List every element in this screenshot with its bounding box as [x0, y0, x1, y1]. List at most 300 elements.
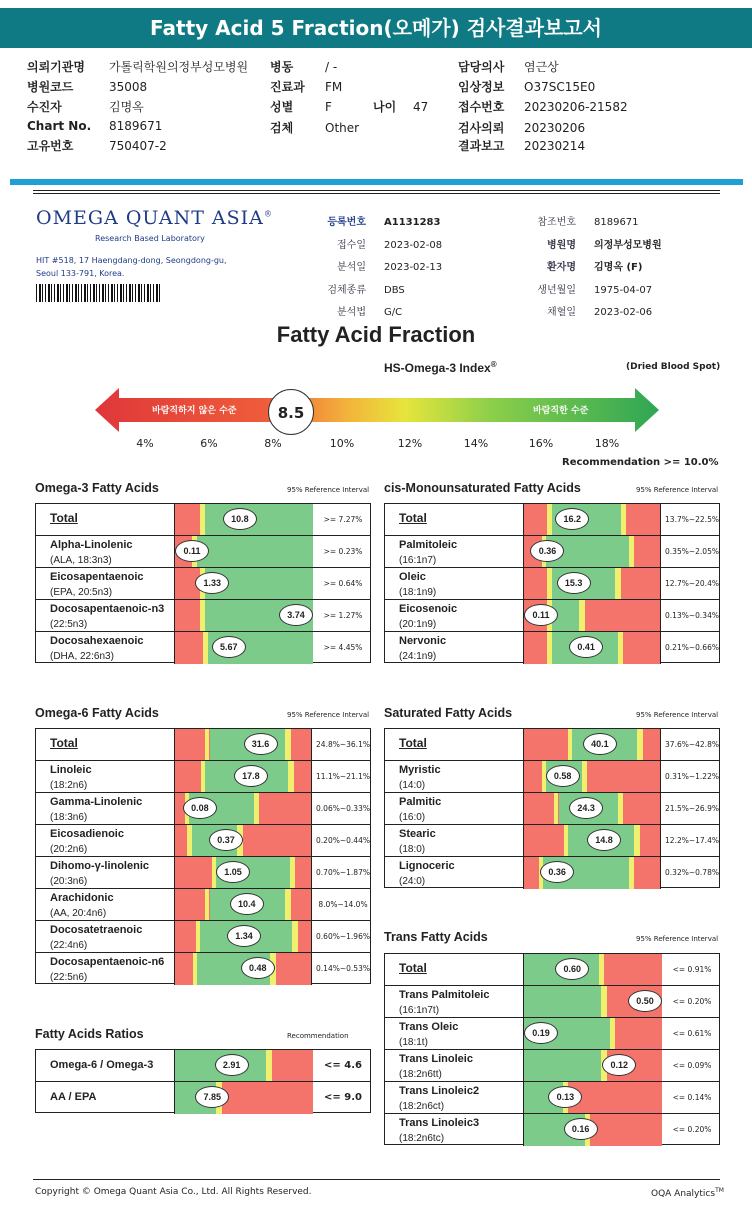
trans-row-bar: [523, 1050, 661, 1081]
omega3-row-label: Docosahexaenoic: [50, 635, 144, 647]
trans-row-name: [399, 961, 427, 976]
patient-name-value: 김명옥 (F): [594, 262, 643, 273]
omega3-row-name: [50, 570, 144, 600]
bar-yellow-zone: [621, 504, 627, 535]
cis-row-label: Nervonic: [399, 635, 447, 647]
omega3-row-marker: 5.67: [212, 636, 246, 658]
omega3-row-ref: >= 0.23%: [323, 547, 363, 556]
omega6-row-sub: (18:3n6): [50, 812, 88, 823]
saturated-row-name: [399, 795, 441, 825]
omega3-row-bar: [174, 632, 312, 664]
cis-row-marker: 0.36: [530, 540, 564, 562]
saturated-table: [384, 728, 720, 888]
omega6-row-label: Linoleic: [50, 764, 92, 776]
lab-tm: ®: [263, 209, 273, 219]
draw-value: 2023-02-06: [594, 307, 653, 318]
index-title-text: HS-Omega-3 Index: [384, 361, 491, 375]
saturated-row-label: Total: [399, 736, 427, 750]
trans-row-ref: <= 0.14%: [672, 1093, 712, 1102]
trans-row-sub: (18:2n6tc): [399, 1133, 445, 1144]
omega6-row-marker: 0.08: [183, 797, 217, 819]
hospital-value: 가톨릭학원의정부성모병원: [109, 60, 249, 74]
omega6-title: Omega-6 Fatty Acids: [35, 706, 159, 720]
specimen-label: 검체: [270, 121, 294, 135]
trans-row-bar: [523, 1114, 661, 1146]
index-recommendation: Recommendation >= 10.0%: [562, 457, 719, 468]
lab-address-2: Seoul 133-791, Korea.: [36, 269, 125, 278]
ratios-row-ref: <= 9.0: [324, 1092, 362, 1103]
index-title: [384, 360, 497, 375]
bar-yellow-zone: [615, 568, 621, 599]
bar-yellow-zone: [292, 921, 298, 952]
saturated-row-sub: (24:0): [399, 876, 426, 887]
omega3-row-label: Docosapentaenoic-n3: [50, 603, 165, 615]
omega3-row-ref: >= 4.45%: [323, 643, 363, 652]
index-tick: 8%: [264, 437, 282, 450]
omega3-row-label: Total: [50, 511, 78, 525]
trans-row-sub: (16:1n7t): [399, 1005, 440, 1016]
footer-brand-text: OQA Analytics: [651, 1189, 716, 1199]
omega3-row-name: [50, 634, 144, 664]
trans-row: [385, 1050, 719, 1082]
trans-row-label: Trans Oleic: [399, 1021, 459, 1033]
cis-row: [385, 504, 719, 536]
trans-row-name: [399, 1116, 479, 1146]
omega6-row-marker: 10.4: [230, 893, 264, 915]
omega6-row-ref: 24.8%~36.1%: [316, 740, 370, 749]
cis-row-marker: 0.11: [524, 604, 558, 626]
trans-row-ref: <= 0.20%: [672, 997, 712, 1006]
trans-row: [385, 986, 719, 1018]
omega3-row: [36, 504, 370, 536]
footer-divider: [33, 1179, 720, 1180]
trans-row-label: Trans Linoleic3: [399, 1117, 480, 1129]
bar-yellow-zone: [618, 793, 624, 824]
saturated-row-label: Lignoceric: [399, 860, 455, 872]
bar-green-zone: [524, 986, 601, 1017]
trans-row-bar: [523, 1082, 661, 1113]
uid-label: 고유번호: [27, 139, 74, 153]
omega6-row-bar: [174, 825, 312, 856]
saturated-row-label: Myristic: [399, 764, 441, 776]
trans-ri-label: 95% Reference Interval: [636, 935, 719, 943]
lab-name: OMEGA QUANT ASIA: [36, 207, 264, 229]
cis-row-bar: [523, 600, 661, 631]
bar-yellow-zone: [285, 729, 291, 760]
saturated-row-name: [399, 763, 441, 793]
trans-row-marker: 0.19: [524, 1022, 558, 1044]
omega3-row-bar: [174, 504, 312, 535]
bar-red-zone: [524, 857, 539, 889]
cis-ri-label: 95% Reference Interval: [636, 486, 719, 494]
index-right-text: 바람직한 수준: [533, 406, 589, 416]
omega3-row-name: [50, 511, 78, 526]
bar-red-zone: [272, 1050, 313, 1081]
bar-red-zone: [524, 568, 547, 599]
reg-label: 등록번호: [327, 217, 366, 228]
index-tick: 12%: [397, 437, 423, 450]
clin-label: 임상정보: [458, 80, 505, 94]
barcode: [36, 284, 162, 302]
trans-row-marker: 0.13: [548, 1086, 582, 1108]
rep-label: 결과보고: [458, 139, 505, 153]
saturated-row-ref: 21.5%~26.9%: [665, 804, 719, 813]
saturated-row-bar: [523, 729, 661, 760]
cis-row-name: [399, 538, 457, 568]
cis-row-label: Eicosenoic: [399, 603, 458, 615]
saturated-row-ref: 12.2%~17.4%: [665, 836, 719, 845]
omega6-row-sub: (AA, 20:4n6): [50, 908, 107, 919]
omega6-ri-label: 95% Reference Interval: [287, 711, 370, 719]
omega6-row: [36, 825, 370, 857]
recept-value: 20230206-21582: [524, 100, 628, 114]
sex-label: 성별: [270, 100, 294, 114]
index-note: (Dried Blood Spot): [626, 362, 721, 372]
bar-yellow-zone: [254, 793, 260, 824]
cis-row-label: Oleic: [399, 571, 426, 583]
index-tick: 10%: [329, 437, 355, 450]
saturated-row-ref: 37.6%~42.8%: [665, 740, 719, 749]
omega3-row-bar: [174, 536, 312, 567]
omega6-row-bar: [174, 857, 312, 888]
saturated-row-sub: (18:0): [399, 844, 426, 855]
cis-row-ref: 0.13%~0.34%: [665, 611, 719, 620]
cis-table: [384, 503, 720, 663]
omega6-row-label: Dihomo-γ-linolenic: [50, 860, 149, 872]
omega6-row-label: Docosatetraenoic: [50, 924, 143, 936]
omega3-ri-label: 95% Reference Interval: [287, 486, 370, 494]
trans-row-ref: <= 0.09%: [672, 1061, 712, 1070]
cis-row-ref: 12.7%~20.4%: [665, 579, 719, 588]
cis-row-marker: 16.2: [555, 508, 589, 530]
bar-red-zone: [615, 1018, 662, 1049]
saturated-row-label: Stearic: [399, 828, 436, 840]
omega6-row: [36, 793, 370, 825]
omega3-row-sub: (ALA, 18:3n3): [50, 555, 112, 566]
divider-line-2: [33, 193, 720, 194]
bar-green-zone: [524, 1050, 601, 1081]
cis-row: [385, 600, 719, 632]
omega6-row-sub: (22:4n6): [50, 940, 88, 951]
omega3-row: [36, 536, 370, 568]
ratios-row-label: Omega-6 / Omega-3: [50, 1059, 154, 1071]
cis-row: [385, 632, 719, 664]
omega6-row-bar: [174, 793, 312, 824]
bar-red-zone: [175, 825, 187, 856]
omega3-row: [36, 568, 370, 600]
trans-table: [384, 953, 720, 1145]
trans-row-bar: [523, 954, 661, 985]
saturated-row-marker: 24.3: [569, 797, 603, 819]
omega3-row: [36, 632, 370, 664]
omega6-row-label: Gamma-Linolenic: [50, 796, 143, 808]
trans-row-marker: 0.50: [628, 990, 662, 1012]
omega6-row-name: [50, 736, 78, 751]
omega6-row: [36, 921, 370, 953]
saturated-row-ref: 0.31%~1.22%: [665, 772, 719, 781]
trans-row-name: [399, 988, 489, 1018]
anal-value: 2023-02-13: [384, 262, 443, 273]
omega6-row-label: Docosapentaenoic-n6: [50, 956, 165, 968]
bar-red-zone: [524, 729, 568, 760]
bar-yellow-zone: [288, 761, 294, 792]
ratios-ri-label: Recommendation: [287, 1032, 349, 1040]
omega6-row-name: [50, 923, 142, 953]
cis-row-marker: 0.41: [569, 636, 603, 658]
ratios-row-label: AA / EPA: [50, 1091, 97, 1103]
omega6-row-sub: (22:5n6): [50, 972, 88, 983]
saturated-row-sub: (14:0): [399, 780, 426, 791]
trans-row-sub: (18:2n6tt): [399, 1069, 442, 1080]
index-value-marker: [268, 389, 314, 435]
index-tick: 18%: [594, 437, 620, 450]
cis-row-ref: 0.35%~2.05%: [665, 547, 719, 556]
omega3-row-label: Alpha-Linolenic: [50, 539, 133, 551]
omega6-row-bar: [174, 953, 312, 985]
saturated-row: [385, 825, 719, 857]
footer-brand: [651, 1187, 724, 1199]
cis-row: [385, 568, 719, 600]
omega3-row-marker: 1.33: [195, 572, 229, 594]
omega6-row-sub: (20:3n6): [50, 876, 88, 887]
trans-row-bar: [523, 1018, 661, 1049]
cis-row-name: [399, 570, 436, 600]
specimen-value: Other: [325, 121, 360, 135]
trans-row-name: [399, 1052, 473, 1082]
divider-line: [33, 190, 720, 191]
omega6-row-name: [50, 795, 142, 825]
ratios-row-bar: [174, 1082, 312, 1114]
bar-yellow-zone: [601, 986, 607, 1017]
dept-value: FM: [325, 80, 343, 94]
saturated-row-bar: [523, 825, 661, 856]
omega3-row-bar: [174, 600, 312, 631]
bar-yellow-zone: [618, 632, 624, 664]
ratios-row-marker: 7.85: [195, 1086, 229, 1108]
bar-yellow-zone: [290, 857, 296, 888]
bar-yellow-zone: [610, 1018, 616, 1049]
bar-red-zone: [590, 1114, 662, 1146]
omega3-row-label: Eicosapentaenoic: [50, 571, 144, 583]
method-label: 분석법: [337, 307, 366, 318]
saturated-row-marker: 0.36: [540, 861, 574, 883]
age-label: 나이: [373, 100, 397, 114]
cis-row-ref: 0.21%~0.66%: [665, 643, 719, 652]
chart-label: Chart No.: [27, 119, 92, 133]
trans-row-ref: <= 0.91%: [672, 965, 712, 974]
trans-row-sub: (18:1t): [399, 1037, 428, 1048]
patient-name-label: 환자명: [547, 262, 576, 273]
reg-value: A1131283: [384, 217, 441, 228]
sex-value: F: [325, 100, 332, 114]
ratios-title: Fatty Acids Ratios: [35, 1027, 144, 1041]
trans-row-marker: 0.60: [555, 958, 589, 980]
saturated-row-marker: 0.58: [546, 765, 580, 787]
bar-green-zone: [197, 536, 313, 567]
omega3-row-name: [50, 538, 133, 568]
lab-address: [36, 254, 227, 280]
main-title: Fatty Acid Fraction: [276, 322, 476, 347]
index-tick: 6%: [200, 437, 218, 450]
ratios-table: [35, 1049, 371, 1113]
patient-value: 김명옥: [109, 100, 144, 114]
omega6-row: [36, 761, 370, 793]
doctor-value: 염근상: [524, 60, 559, 74]
bar-red-zone: [175, 632, 203, 664]
saturated-row-label: Palmitic: [399, 796, 442, 808]
omega6-row-ref: 0.14%~0.53%: [316, 964, 370, 973]
saturated-title: Saturated Fatty Acids: [384, 706, 513, 720]
cis-row-sub: (20:1n9): [399, 619, 437, 630]
index-left-text: 바람직하지 않은 수준: [152, 406, 237, 416]
clin-value: O37SC15E0: [524, 80, 596, 94]
omega6-row: [36, 857, 370, 889]
omega3-row-sub: (DHA, 22:6n3): [50, 651, 114, 662]
bar-yellow-zone: [285, 889, 291, 920]
omega6-row-bar: [174, 729, 312, 760]
cis-row-bar: [523, 568, 661, 599]
omega6-row-bar: [174, 761, 312, 792]
omega3-row-marker: 0.11: [175, 540, 209, 562]
bar-red-zone: [222, 1082, 313, 1114]
saturated-row-marker: 14.8: [587, 829, 621, 851]
bar-red-zone: [524, 632, 547, 664]
omega3-row-bar: [174, 568, 312, 599]
cis-row-bar: [523, 632, 661, 664]
header-mid: [270, 58, 428, 137]
bar-red-zone: [175, 729, 205, 760]
ratios-row: [36, 1082, 370, 1114]
saturated-row-marker: 40.1: [583, 733, 617, 755]
cis-row-sub: (18:1n9): [399, 587, 437, 598]
omega6-row-marker: 31.6: [244, 733, 278, 755]
trans-row-label: Trans Linoleic2: [399, 1085, 480, 1097]
omega6-row-marker: 0.48: [241, 957, 275, 979]
trans-row-sub: (18:2n6ct): [399, 1101, 445, 1112]
omega3-table: [35, 503, 371, 663]
bar-red-zone: [175, 504, 200, 535]
omega6-row-ref: 11.1%~21.1%: [316, 772, 370, 781]
cis-row-marker: 15.3: [557, 572, 591, 594]
bar-yellow-zone: [629, 536, 635, 567]
req-label: 검사의뢰: [458, 121, 505, 135]
bar-red-zone: [524, 761, 542, 792]
cis-row-sub: (24:1n9): [399, 651, 437, 662]
omega6-row-label: Total: [50, 736, 78, 750]
omega6-row: [36, 889, 370, 921]
age-value: 47: [413, 100, 429, 114]
cis-row-name: [399, 602, 457, 632]
saturated-row: [385, 729, 719, 761]
trans-row-bar: [523, 986, 661, 1017]
bar-yellow-zone: [579, 600, 585, 631]
trans-row: [385, 1114, 719, 1146]
ref-no-label: 참조번호: [537, 217, 576, 228]
cis-row-ref: 13.7%~22.5%: [665, 515, 719, 524]
footer-tm: TM: [715, 1187, 724, 1194]
spec-label: 검체종류: [327, 284, 366, 296]
omega3-row-ref: >= 1.27%: [323, 611, 363, 620]
code-label: 병원코드: [27, 80, 74, 94]
index-tick: 16%: [528, 437, 554, 450]
bar-yellow-zone: [599, 954, 605, 985]
bar-red-zone: [604, 954, 662, 985]
cis-row-bar: [523, 504, 661, 535]
uid-value: 750407-2: [109, 139, 167, 153]
recv-value: 2023-02-08: [384, 239, 443, 251]
omega6-row-ref: 0.20%~0.44%: [316, 836, 370, 845]
bar-yellow-zone: [582, 761, 588, 792]
omega6-row-bar: [174, 889, 312, 920]
omega3-row-sub: (EPA, 20:5n3): [50, 587, 113, 598]
omega6-row-marker: 0.37: [209, 829, 243, 851]
omega6-row-sub: (20:2n6): [50, 844, 88, 855]
omega6-row-bar: [174, 921, 312, 952]
omega6-row-name: [50, 955, 164, 985]
bar-yellow-zone: [637, 729, 643, 760]
omega6-row-name: [50, 859, 149, 889]
trans-row-name: [399, 1020, 458, 1050]
omega3-row-marker: 10.8: [223, 508, 257, 530]
trans-row-ref: <= 0.61%: [672, 1029, 712, 1038]
bar-yellow-zone: [634, 825, 640, 856]
lab-fields-2: [506, 210, 662, 323]
cis-row: [385, 536, 719, 568]
draw-label: 채혈일: [547, 307, 576, 318]
saturated-row: [385, 761, 719, 793]
header-right: [458, 58, 628, 155]
saturated-row-sub: (16:0): [399, 812, 426, 823]
trans-row: [385, 1018, 719, 1050]
recv-label: 접수일: [337, 239, 366, 251]
trans-row-marker: 0.16: [564, 1118, 598, 1140]
spec-value: DBS: [384, 284, 405, 296]
omega6-row-name: [50, 891, 114, 921]
bar-red-zone: [175, 889, 205, 920]
ratios-row-marker: 2.91: [215, 1054, 249, 1076]
doctor-label: 담당의사: [458, 60, 505, 74]
footer-copyright: Copyright © Omega Quant Asia Co., Ltd. All Rights Reserved.: [35, 1187, 312, 1197]
omega6-row: [36, 953, 370, 985]
bar-red-zone: [175, 761, 201, 792]
trans-row-label: Trans Palmitoleic: [399, 989, 490, 1001]
omega6-row-name: [50, 763, 92, 793]
omega3-row-name: [50, 602, 164, 632]
bar-red-zone: [175, 953, 193, 985]
ratios-row-ref: <= 4.6: [324, 1060, 362, 1071]
chart-value: 8189671: [109, 119, 163, 133]
anal-label: 분석일: [337, 262, 366, 273]
bar-red-zone: [524, 504, 547, 535]
index-value: 8.5: [277, 404, 305, 422]
trans-row: [385, 1082, 719, 1114]
saturated-row-bar: [523, 761, 661, 792]
omega6-row-ref: 0.60%~1.96%: [316, 932, 370, 941]
index-ticks: [0, 437, 752, 451]
ratios-row: [36, 1050, 370, 1082]
cis-row-sub: (16:1n7): [399, 555, 437, 566]
hosp-name-label: 병원명: [547, 239, 576, 251]
omega6-row-ref: 0.06%~0.33%: [316, 804, 370, 813]
saturated-row-name: [399, 736, 427, 751]
ward-value: / -: [325, 60, 338, 74]
divider-blue: [10, 179, 743, 185]
omega6-row-marker: 1.34: [227, 925, 261, 947]
omega6-row-sub: (18:2n6): [50, 780, 88, 791]
omega6-row-label: Eicosadienoic: [50, 828, 124, 840]
lab-address-1: HIT #518, 17 Haengdang-dong, Seongdong-gu,: [36, 256, 227, 265]
trans-title: Trans Fatty Acids: [384, 930, 488, 944]
